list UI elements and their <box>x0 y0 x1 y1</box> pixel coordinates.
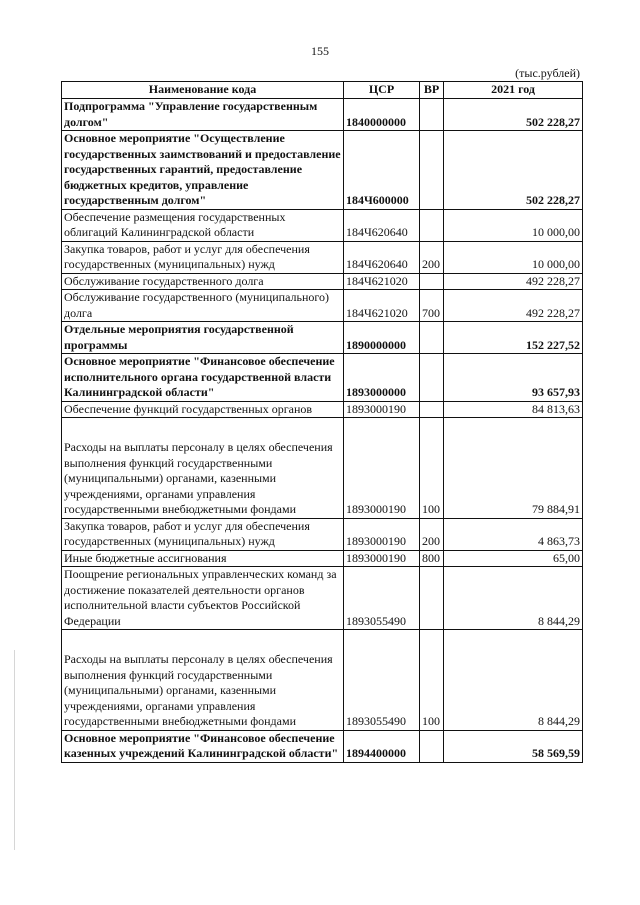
table-row <box>62 567 583 630</box>
row-name: Основное мероприятие "Осуществление государственных заимствований и предоставление государственных гарантий, предоставление бюджетных кредитов, управление государственным долгом" <box>62 131 344 210</box>
header-vr: ВР <box>420 82 444 99</box>
row-amount: 93 657,93 <box>444 354 583 402</box>
table-row <box>62 401 583 418</box>
row-vr: 800 <box>420 550 444 567</box>
table-row <box>62 518 583 550</box>
row-amount: 8 844,29 <box>444 630 583 731</box>
row-vr: 200 <box>420 241 444 273</box>
row-name: Подпрограмма "Управление государственным долгом" <box>62 99 344 131</box>
row-name: Основное мероприятие "Финансовое обеспечение казенных учреждений Калининградской области" <box>62 730 344 762</box>
row-name: Обслуживание государственного долга <box>62 273 344 290</box>
row-csr: 184Ч621020 <box>344 290 420 322</box>
row-csr: 1840000000 <box>344 99 420 131</box>
row-amount: 10 000,00 <box>444 209 583 241</box>
row-name: Закупка товаров, работ и услуг для обеспечения государственных (муниципальных) нужд <box>62 241 344 273</box>
table-row <box>62 209 583 241</box>
table-row <box>62 99 583 131</box>
table-row <box>62 273 583 290</box>
table-row <box>62 550 583 567</box>
row-amount: 8 844,29 <box>444 567 583 630</box>
row-amount: 502 228,27 <box>444 99 583 131</box>
row-vr: 100 <box>420 418 444 519</box>
row-csr: 1893000000 <box>344 354 420 402</box>
row-vr <box>420 401 444 418</box>
row-name: Отдельные мероприятия государственной программы <box>62 322 344 354</box>
header-csr: ЦСР <box>344 82 420 99</box>
table-row <box>62 131 583 210</box>
row-csr: 1893055490 <box>344 630 420 731</box>
row-name: Расходы на выплаты персоналу в целях обеспечения выполнения функций государственными (муниципальными) органами, казенными учреждениями, органами управления государственными внебюджетными фондами <box>62 418 344 519</box>
table-row <box>62 354 583 402</box>
row-csr: 1893000190 <box>344 418 420 519</box>
row-amount: 58 569,59 <box>444 730 583 762</box>
row-amount: 492 228,27 <box>444 273 583 290</box>
row-csr: 1893000190 <box>344 518 420 550</box>
page-number: 155 <box>311 44 329 58</box>
row-name: Закупка товаров, работ и услуг для обеспечения государственных (муниципальных) нужд <box>62 518 344 550</box>
row-vr <box>420 99 444 131</box>
table-row <box>62 322 583 354</box>
row-amount: 502 228,27 <box>444 131 583 210</box>
row-csr: 1893000190 <box>344 401 420 418</box>
scan-margin-line <box>14 650 15 850</box>
row-amount: 10 000,00 <box>444 241 583 273</box>
row-vr <box>420 567 444 630</box>
row-vr <box>420 273 444 290</box>
row-vr <box>420 209 444 241</box>
row-vr: 100 <box>420 630 444 731</box>
row-vr <box>420 131 444 210</box>
row-name: Обеспечение размещения государственных облигаций Калининградской области <box>62 209 344 241</box>
row-csr: 1894400000 <box>344 730 420 762</box>
table-row <box>62 730 583 762</box>
row-name: Иные бюджетные ассигнования <box>62 550 344 567</box>
header-name: Наименование кода <box>62 82 344 99</box>
row-csr: 184Ч620640 <box>344 209 420 241</box>
row-amount: 65,00 <box>444 550 583 567</box>
row-amount: 492 228,27 <box>444 290 583 322</box>
table-row <box>62 241 583 273</box>
row-vr: 200 <box>420 518 444 550</box>
row-amount: 84 813,63 <box>444 401 583 418</box>
units-label: (тыс.рублей) <box>515 66 580 80</box>
row-csr: 184Ч600000 <box>344 131 420 210</box>
row-name: Поощрение региональных управленческих команд за достижение показателей деятельности органов исполнительной власти субъектов Российской Федерации <box>62 567 344 630</box>
table-header-row <box>62 82 583 99</box>
row-amount: 152 227,52 <box>444 322 583 354</box>
row-vr <box>420 322 444 354</box>
row-name: Обслуживание государственного (муниципального) долга <box>62 290 344 322</box>
table-row <box>62 630 583 731</box>
row-name: Основное мероприятие "Финансовое обеспечение исполнительного органа государственной власти Калининградской области" <box>62 354 344 402</box>
row-vr <box>420 354 444 402</box>
table-row <box>62 418 583 519</box>
row-vr: 700 <box>420 290 444 322</box>
table-row <box>62 290 583 322</box>
row-amount: 4 863,73 <box>444 518 583 550</box>
row-vr <box>420 730 444 762</box>
row-csr: 184Ч620640 <box>344 241 420 273</box>
row-name: Расходы на выплаты персоналу в целях обеспечения выполнения функций государственными (муниципальными) органами, казенными учреждениями, органами управления государственными внебюджетными фондами <box>62 630 344 731</box>
row-csr: 1893000190 <box>344 550 420 567</box>
header-amount: 2021 год <box>444 82 583 99</box>
budget-table <box>61 81 583 763</box>
row-csr: 184Ч621020 <box>344 273 420 290</box>
row-amount: 79 884,91 <box>444 418 583 519</box>
row-csr: 1890000000 <box>344 322 420 354</box>
row-csr: 1893055490 <box>344 567 420 630</box>
row-name: Обеспечение функций государственных органов <box>62 401 344 418</box>
